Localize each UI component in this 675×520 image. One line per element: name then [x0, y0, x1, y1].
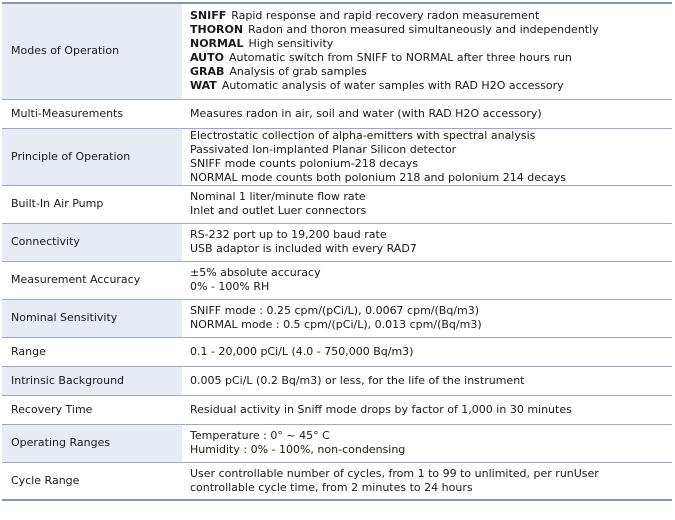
- spec-value-line: [190, 374, 672, 388]
- spec-row: [2, 424, 672, 462]
- spec-label: Cycle Range: [2, 462, 182, 500]
- spec-value-line: [190, 37, 672, 51]
- spec-value-line: [190, 129, 672, 143]
- spec-row: [2, 337, 672, 366]
- specifications-table: [2, 2, 672, 501]
- spec-row: [2, 395, 672, 424]
- spec-value-line: [190, 190, 672, 204]
- mode-name: SNIFF: [190, 9, 227, 23]
- spec-row: [2, 99, 672, 128]
- spec-label: Principle of Operation: [2, 128, 182, 185]
- spec-row: [2, 128, 672, 185]
- spec-label: Range: [2, 337, 182, 366]
- spec-value-text: 0.1 - 20,000 pCi/L (4.0 - 750,000 Bq/m3): [190, 344, 414, 358]
- spec-label: Operating Ranges: [2, 424, 182, 462]
- spec-label: Nominal Sensitivity: [2, 299, 182, 337]
- spec-value-text: NORMAL mode counts both polonium 218 and polonium 214 decays: [190, 170, 566, 184]
- spec-value: [182, 395, 672, 424]
- spec-value-text: controllable cycle time, from 2 minutes to 24 hours: [190, 480, 473, 494]
- spec-value: [182, 185, 672, 223]
- spec-label: Connectivity: [2, 223, 182, 261]
- spec-value: [182, 223, 672, 261]
- spec-value-line: [190, 266, 672, 280]
- spec-value: [182, 99, 672, 128]
- spec-value-line: [190, 65, 672, 79]
- spec-label: Recovery Time: [2, 395, 182, 424]
- spec-value-line: [190, 280, 672, 294]
- spec-value-text: User controllable number of cycles, from 1 to 99 to unlimited, per runUser: [190, 466, 599, 480]
- spec-value-text: Automatic analysis of water samples with RAD H2O accessory: [221, 79, 564, 93]
- spec-row: [2, 185, 672, 223]
- spec-row: [2, 3, 672, 99]
- spec-value: [182, 261, 672, 299]
- mode-name: AUTO: [190, 51, 224, 65]
- spec-value-text: Inlet and outlet Luer connectors: [190, 204, 367, 217]
- spec-value-text: SNIFF mode : 0.25 cpm/(pCi/L), 0.0067 cpm/(Bq/m3): [190, 304, 480, 317]
- spec-value: [182, 299, 672, 337]
- mode-name: THORON: [190, 23, 244, 37]
- mode-name: WAT: [190, 79, 217, 93]
- mode-name: GRAB: [190, 65, 225, 79]
- spec-value-text: ±5% absolute accuracy: [190, 266, 321, 279]
- spec-label: Intrinsic Background: [2, 366, 182, 395]
- spec-value: [182, 337, 672, 366]
- spec-value-line: [190, 204, 672, 218]
- spec-value-line: [190, 79, 672, 93]
- spec-value-line: [190, 467, 672, 481]
- spec-value-text: SNIFF mode counts polonium-218 decays: [190, 156, 419, 170]
- spec-value-text: Humidity : 0% - 100%, non-condensing: [190, 443, 406, 456]
- spec-value-text: RS-232 port up to 19,200 baud rate: [190, 228, 387, 241]
- spec-label: Built-In Air Pump: [2, 185, 182, 223]
- spec-value-text: Residual activity in Sniff mode drops by factor of 1,000 in 30 minutes: [190, 402, 572, 416]
- spec-row: [2, 261, 672, 299]
- mode-name: NORMAL: [190, 37, 244, 51]
- spec-value-line: [190, 443, 672, 457]
- spec-value-line: [190, 304, 672, 318]
- spec-value-line: [190, 143, 672, 157]
- spec-value-line: [190, 171, 672, 185]
- spec-value-line: [190, 429, 672, 443]
- spec-value-text: Measures radon in air, soil and water (with RAD H2O accessory): [190, 106, 542, 120]
- spec-value: [182, 128, 672, 185]
- spec-label: Modes of Operation: [2, 3, 182, 99]
- spec-value-text: Electrostatic collection of alpha-emitters with spectral analysis: [190, 128, 536, 142]
- spec-value-text: 0% - 100% RH: [190, 280, 270, 293]
- spec-value-text: Analysis of grab samples: [229, 65, 367, 79]
- spec-value-line: [190, 51, 672, 65]
- spec-value: [182, 366, 672, 395]
- spec-value-text: High sensitivity: [248, 37, 334, 51]
- spec-value-text: Radon and thoron measured simultaneously and independently: [248, 23, 599, 37]
- spec-value-text: NORMAL mode : 0.5 cpm/(pCi/L), 0.013 cpm/(Bq/m3): [190, 318, 482, 331]
- spec-value-line: [190, 403, 672, 417]
- spec-value-text: Nominal 1 liter/minute flow rate: [190, 190, 366, 203]
- spec-value-line: [190, 9, 672, 23]
- spec-value-line: [190, 345, 672, 359]
- spec-value-text: USB adaptor is included with every RAD7: [190, 242, 417, 255]
- spec-value-line: [190, 107, 672, 121]
- spec-value-line: [190, 242, 672, 256]
- spec-label: Multi-Measurements: [2, 99, 182, 128]
- spec-value-line: [190, 318, 672, 332]
- spec-value-line: [190, 228, 672, 242]
- spec-value-text: Temperature : 0° ~ 45° C: [190, 429, 330, 442]
- spec-row: [2, 462, 672, 500]
- spec-row: [2, 366, 672, 395]
- spec-value-text: Automatic switch from SNIFF to NORMAL after three hours run: [228, 51, 572, 65]
- spec-value: [182, 462, 672, 500]
- spec-value-line: [190, 481, 672, 495]
- spec-value-text: Rapid response and rapid recovery radon measurement: [231, 9, 540, 23]
- specifications-table-body: [2, 3, 672, 500]
- spec-value: [182, 3, 672, 99]
- spec-value: [182, 424, 672, 462]
- spec-value-line: [190, 157, 672, 171]
- spec-value-line: [190, 23, 672, 37]
- spec-value-text: Passivated Ion-implanted Planar Silicon detector: [190, 142, 457, 156]
- spec-label: Measurement Accuracy: [2, 261, 182, 299]
- spec-row: [2, 223, 672, 261]
- spec-row: [2, 299, 672, 337]
- spec-value-text: 0.005 pCi/L (0.2 Bq/m3) or less, for the life of the instrument: [190, 373, 525, 387]
